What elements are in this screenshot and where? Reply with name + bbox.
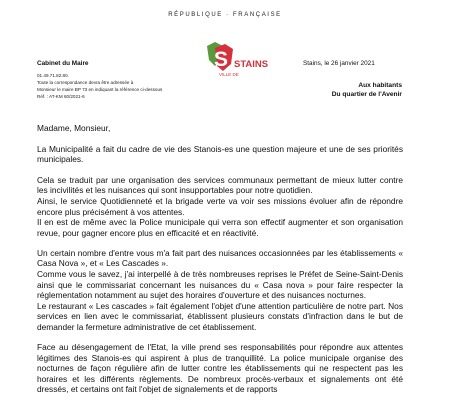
stains-logo-mark — [205, 40, 271, 80]
phone-number: 01.49.71.82.80. — [37, 73, 69, 78]
recipient-line-1: Aux habitants — [358, 82, 402, 89]
logo-letter: S — [214, 48, 229, 71]
republique-francaise-header: RÉPUBLIQUE · FRANÇAISE — [168, 12, 282, 18]
letter-body — [37, 123, 403, 405]
stains-logo — [205, 40, 271, 80]
paragraph-2-b: Ainsi, le service Quotidienneté et la brigade verte va voir ses missions évoluer afin de répondre encore plus précisément à vos attentes. — [37, 195, 403, 217]
paragraph-1: La Municipalité a fait du cadre de vie des Stanois-es une question majeure et une de ses priorités municipales. — [37, 143, 403, 165]
reference-number: Réf. : AT-KM 60/2021-6 — [37, 94, 85, 99]
paragraph-3 — [37, 248, 403, 333]
paragraph-3-a: Un certain nombre d'entre vous m'a fait part des nuisances occasionnées par les établissements « Casa Nova », et « Les Cascades ». — [37, 247, 403, 269]
logo-ville-de: VILLE DE — [219, 72, 239, 77]
paragraph-3-b: Comme vous le savez, j'ai interpellé à de très nombreuses reprises le Préfet de Seine-Saint-Denis ainsi que le commissariat concernant les nuisances du « Casa nova » pour faire respecter la réglementation notamment au sujet des horaires d'ouverture et des nuisances nocturnes. — [37, 269, 403, 301]
logo-name: STAINS — [234, 59, 269, 70]
paragraph-3-c: Le restaurant « Les cascades » fait également l'objet d'une attention particulière de notre part. Nos services en lien avec le commissariat, établissent plusieurs constats d'infraction dans le but de demander la fermeture administrative de cet établissement. — [37, 300, 403, 332]
correspondence-line-1: Toute la correspondance devra être adressée à — [37, 80, 134, 85]
paragraph-4: Face au désengagement de l'Etat, la ville prend ses responsabilités pour répondre aux attentes légitimes des Stanois-es qui aspirent à plus de tranquillité. La police municipale organise des nocturnes de façon régulière afin de lutter contre les établissements qui ne respectent pas les horaires et les différents règlements. De nombreux procès-verbaux et signalements ont été dressés, et certains ont fait l'objet de signalements et de rapports — [37, 342, 403, 395]
paragraph-2-c: Il en est de même avec la Police municipale qui verra son effectif augmenter et son organisation revue, pour gagner encore plus en efficacité et en réactivité. — [37, 217, 403, 238]
recipient-line-2: Du quartier de l'Avenir — [331, 91, 402, 98]
cabinet-du-maire: Cabinet du Maire — [37, 60, 89, 67]
paragraph-2-a: Cela se traduit par une organisation des services communaux permettant de mieux lutter contre les incivilités et les nuisances qui sont insupportables pour notre quotidien. — [37, 174, 403, 196]
paragraph-2 — [37, 175, 403, 239]
salutation: Madame, Monsieur, — [37, 123, 111, 133]
letter-date: Stains, le 26 janvier 2021 — [303, 60, 375, 67]
correspondence-line-2: Monsieur le maire BP 73 en indiquant la référence ci-dessous — [37, 87, 163, 92]
